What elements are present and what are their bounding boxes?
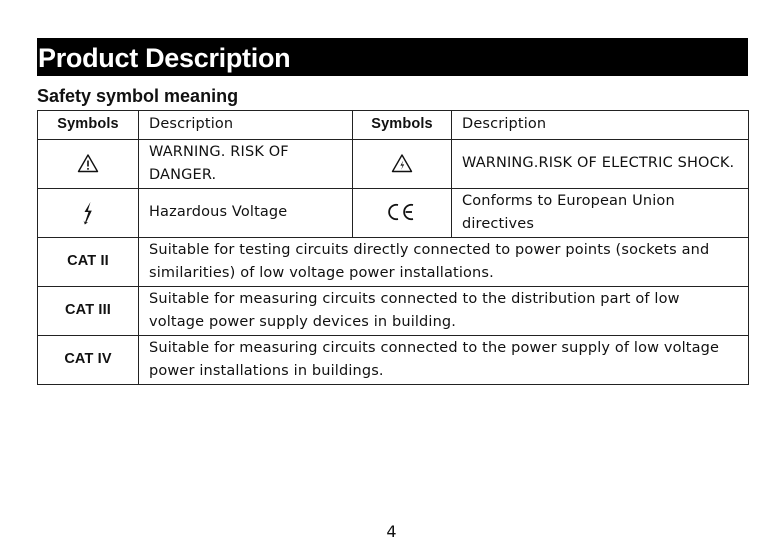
table-row xyxy=(38,238,749,287)
category-description: Suitable for testing circuits directly connected to power points (sockets and similarities) of low voltage power installations. xyxy=(139,238,749,287)
header-symbols: Symbols xyxy=(38,111,139,140)
category-description: Suitable for measuring circuits connected to the power supply of low voltage power installations in buildings. xyxy=(139,336,749,385)
header-description: Description xyxy=(139,111,353,140)
symbol-cell xyxy=(38,189,139,238)
header-description: Description xyxy=(452,111,749,140)
header-symbols: Symbols xyxy=(353,111,452,140)
table-row xyxy=(38,189,749,238)
symbol-description: WARNING. RISK OF DANGER. xyxy=(139,140,353,189)
section-subtitle: Safety symbol meaning xyxy=(37,86,239,106)
symbol-description: Hazardous Voltage xyxy=(139,189,353,238)
symbol-cell xyxy=(353,140,452,189)
table-header-row xyxy=(38,111,749,140)
ce-mark-icon xyxy=(385,204,419,220)
category-label: CAT III xyxy=(38,287,139,336)
page-title: Product Description xyxy=(37,38,748,76)
category-description: Suitable for measuring circuits connected to the distribution part of low voltage power supply devices in building. xyxy=(139,287,749,336)
safety-symbol-table xyxy=(37,110,749,385)
symbol-cell xyxy=(353,189,452,238)
page-number: 4 xyxy=(386,522,397,541)
symbol-description: Conforms to European Union directives xyxy=(452,189,749,238)
table-row xyxy=(38,287,749,336)
category-label: CAT II xyxy=(38,238,139,287)
table-row xyxy=(38,140,749,189)
symbol-description: WARNING.RISK OF ELECTRIC SHOCK. xyxy=(452,140,749,189)
category-label: CAT IV xyxy=(38,336,139,385)
table-row xyxy=(38,336,749,385)
hazardous-voltage-bolt-icon xyxy=(81,205,95,221)
warning-triangle-exclamation-icon xyxy=(77,155,99,171)
warning-triangle-lightning-icon xyxy=(391,155,413,171)
symbol-cell xyxy=(38,140,139,189)
